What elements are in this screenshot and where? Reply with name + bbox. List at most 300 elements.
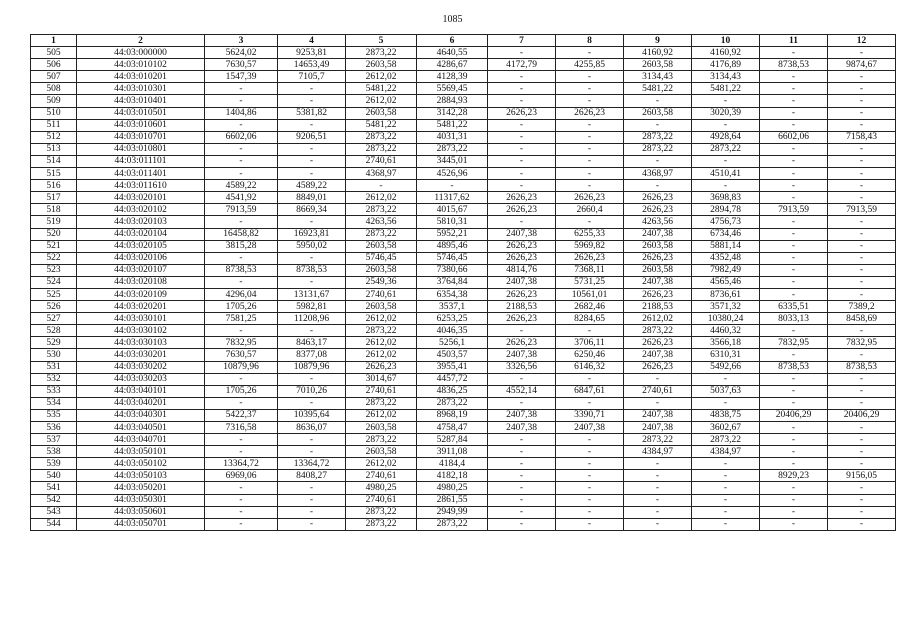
- table-cell: -: [205, 518, 278, 530]
- table-cell: 4565,46: [692, 276, 760, 288]
- table-cell: -: [556, 83, 624, 95]
- table-cell: 7368,11: [556, 264, 624, 276]
- table-cell: 8738,53: [760, 361, 828, 373]
- table-cell: 2873,22: [346, 434, 417, 446]
- table-cell: -: [205, 119, 278, 131]
- table-cell: 44:03:030103: [77, 337, 205, 349]
- table-cell: 44:03:020102: [77, 204, 205, 216]
- column-header: 7: [488, 35, 556, 47]
- table-cell: -: [760, 180, 828, 192]
- table-cell: 4895,46: [417, 240, 488, 252]
- table-row: [31, 518, 896, 530]
- table-cell: 2740,61: [346, 288, 417, 300]
- table-cell: 4172,79: [488, 59, 556, 71]
- table-cell: 5287,84: [417, 434, 488, 446]
- table-cell: -: [488, 155, 556, 167]
- table-cell: 1547,39: [205, 71, 278, 83]
- column-header: 2: [77, 35, 205, 47]
- table-row: [31, 95, 896, 107]
- table-cell: 3566,18: [692, 337, 760, 349]
- table-cell: 538: [31, 446, 77, 458]
- table-cell: 44:03:030201: [77, 349, 205, 361]
- table-cell: -: [556, 518, 624, 530]
- table-cell: 2407,38: [624, 228, 692, 240]
- table-cell: 523: [31, 264, 77, 276]
- table-cell: -: [488, 83, 556, 95]
- table-cell: -: [624, 482, 692, 494]
- table-cell: 4182,18: [417, 470, 488, 482]
- table-cell: -: [488, 494, 556, 506]
- table-cell: 5952,21: [417, 228, 488, 240]
- table-cell: 4384,97: [692, 446, 760, 458]
- table-cell: -: [624, 458, 692, 470]
- table-cell: -: [205, 373, 278, 385]
- table-cell: -: [828, 373, 896, 385]
- table-cell: 4384,97: [624, 446, 692, 458]
- table-cell: 44:03:010801: [77, 143, 205, 155]
- table-cell: 5256,1: [417, 337, 488, 349]
- table-cell: 8738,53: [760, 59, 828, 71]
- table-cell: 2861,55: [417, 494, 488, 506]
- table-cell: 44:03:050201: [77, 482, 205, 494]
- table-cell: -: [624, 373, 692, 385]
- table-cell: 9156,05: [828, 470, 896, 482]
- table-cell: -: [278, 434, 346, 446]
- column-header: 1: [31, 35, 77, 47]
- table-cell: 537: [31, 434, 77, 446]
- table-cell: 3698,83: [692, 192, 760, 204]
- table-cell: 3955,41: [417, 361, 488, 373]
- table-cell: -: [692, 518, 760, 530]
- table-cell: -: [205, 397, 278, 409]
- table-cell: -: [488, 518, 556, 530]
- table-cell: 8968,19: [417, 409, 488, 421]
- table-row: [31, 71, 896, 83]
- table-cell: -: [488, 168, 556, 180]
- table-row: [31, 361, 896, 373]
- table-cell: 44:03:050103: [77, 470, 205, 482]
- table-body: [31, 47, 896, 531]
- table-cell: 2188,53: [624, 301, 692, 313]
- table-cell: -: [760, 107, 828, 119]
- table-cell: 542: [31, 494, 77, 506]
- table-cell: -: [205, 155, 278, 167]
- table-cell: -: [828, 71, 896, 83]
- table-cell: 2603,58: [346, 422, 417, 434]
- table-cell: 6969,06: [205, 470, 278, 482]
- table-cell: 4263,56: [346, 216, 417, 228]
- table-cell: 5746,45: [346, 252, 417, 264]
- table-cell: -: [760, 518, 828, 530]
- table-cell: -: [278, 518, 346, 530]
- table-cell: 3764,84: [417, 276, 488, 288]
- table-cell: 7982,49: [692, 264, 760, 276]
- table-cell: 44:03:050101: [77, 446, 205, 458]
- table-cell: -: [760, 83, 828, 95]
- table-cell: 1705,26: [205, 385, 278, 397]
- table-cell: -: [624, 155, 692, 167]
- table-row: [31, 155, 896, 167]
- table-cell: 2626,23: [624, 204, 692, 216]
- header-row: [31, 35, 896, 47]
- table-cell: -: [828, 252, 896, 264]
- table-cell: 3602,67: [692, 422, 760, 434]
- table-cell: -: [624, 95, 692, 107]
- table-cell: 515: [31, 168, 77, 180]
- table-cell: 2626,23: [556, 107, 624, 119]
- table-cell: 2407,38: [488, 409, 556, 421]
- table-cell: 4589,22: [278, 180, 346, 192]
- table-cell: 524: [31, 276, 77, 288]
- table-cell: 510: [31, 107, 77, 119]
- table-cell: -: [760, 288, 828, 300]
- table-cell: 3134,43: [692, 71, 760, 83]
- table-cell: 533: [31, 385, 77, 397]
- table-cell: 7832,95: [205, 337, 278, 349]
- table-cell: 44:03:011401: [77, 168, 205, 180]
- table-cell: -: [692, 397, 760, 409]
- table-cell: 2603,58: [624, 107, 692, 119]
- table-cell: 44:03:020104: [77, 228, 205, 240]
- table-cell: 8738,53: [278, 264, 346, 276]
- table-cell: 44:03:000000: [77, 47, 205, 59]
- table-cell: -: [828, 119, 896, 131]
- table-cell: -: [760, 119, 828, 131]
- table-cell: 3571,32: [692, 301, 760, 313]
- table-cell: 7010,26: [278, 385, 346, 397]
- table-cell: 6250,46: [556, 349, 624, 361]
- table-cell: -: [760, 216, 828, 228]
- table-cell: 20406,29: [760, 409, 828, 421]
- table-cell: 7105,7: [278, 71, 346, 83]
- table-row: [31, 83, 896, 95]
- table-cell: 4286,67: [417, 59, 488, 71]
- table-cell: 506: [31, 59, 77, 71]
- table-cell: -: [278, 83, 346, 95]
- table-cell: 2626,23: [346, 361, 417, 373]
- table-row: [31, 482, 896, 494]
- table-cell: 2740,61: [624, 385, 692, 397]
- table-cell: -: [828, 264, 896, 276]
- table-row: [31, 252, 896, 264]
- table-cell: 527: [31, 313, 77, 325]
- table-cell: 3911,08: [417, 446, 488, 458]
- table-row: [31, 264, 896, 276]
- table-cell: 10561,01: [556, 288, 624, 300]
- table-cell: -: [760, 71, 828, 83]
- table-cell: 8738,53: [205, 264, 278, 276]
- table-cell: 522: [31, 252, 77, 264]
- table-row: [31, 506, 896, 518]
- table-cell: 2407,38: [624, 276, 692, 288]
- table-cell: -: [828, 83, 896, 95]
- table-row: [31, 373, 896, 385]
- table-cell: 44:03:050301: [77, 494, 205, 506]
- table-row: [31, 192, 896, 204]
- table-cell: 4296,04: [205, 288, 278, 300]
- table-cell: 7832,95: [828, 337, 896, 349]
- table-cell: 44:03:030202: [77, 361, 205, 373]
- table-cell: 6602,06: [205, 131, 278, 143]
- table-cell: -: [828, 518, 896, 530]
- column-header: 4: [278, 35, 346, 47]
- table-cell: 536: [31, 422, 77, 434]
- table-row: [31, 385, 896, 397]
- table-cell: 4756,73: [692, 216, 760, 228]
- table-cell: 4589,22: [205, 180, 278, 192]
- table-cell: -: [828, 95, 896, 107]
- table-cell: 44:03:040501: [77, 422, 205, 434]
- table-cell: 528: [31, 325, 77, 337]
- table-cell: -: [278, 143, 346, 155]
- table-cell: 521: [31, 240, 77, 252]
- table-cell: -: [556, 119, 624, 131]
- table-cell: 5037,63: [692, 385, 760, 397]
- table-row: [31, 434, 896, 446]
- table-cell: 2612,02: [346, 458, 417, 470]
- table-cell: 2612,02: [346, 95, 417, 107]
- table-cell: -: [760, 47, 828, 59]
- table-cell: 2407,38: [488, 228, 556, 240]
- table-cell: 539: [31, 458, 77, 470]
- table-cell: 2873,22: [624, 434, 692, 446]
- table-cell: 2626,23: [624, 192, 692, 204]
- table-cell: 2407,38: [556, 422, 624, 434]
- table-cell: 3134,43: [624, 71, 692, 83]
- table-cell: -: [624, 506, 692, 518]
- table-cell: 5950,02: [278, 240, 346, 252]
- table-cell: 7158,43: [828, 131, 896, 143]
- table-row: [31, 131, 896, 143]
- table-row: [31, 494, 896, 506]
- table-cell: -: [624, 397, 692, 409]
- table-cell: 3390,71: [556, 409, 624, 421]
- table-cell: 2873,22: [346, 325, 417, 337]
- table-row: [31, 180, 896, 192]
- table-row: [31, 337, 896, 349]
- table-cell: 3445,01: [417, 155, 488, 167]
- table-cell: -: [828, 325, 896, 337]
- table-cell: 7913,59: [205, 204, 278, 216]
- table-cell: 44:03:010501: [77, 107, 205, 119]
- table-cell: 3706,11: [556, 337, 624, 349]
- table-cell: -: [488, 325, 556, 337]
- table-cell: 526: [31, 301, 77, 313]
- table-cell: 2407,38: [624, 349, 692, 361]
- table-cell: 44:03:040201: [77, 397, 205, 409]
- table-cell: -: [760, 276, 828, 288]
- table-cell: -: [624, 180, 692, 192]
- table-cell: 525: [31, 288, 77, 300]
- table-cell: 519: [31, 216, 77, 228]
- table-cell: 4128,39: [417, 71, 488, 83]
- table-row: [31, 216, 896, 228]
- table-cell: -: [205, 482, 278, 494]
- table-cell: 4980,25: [346, 482, 417, 494]
- table-cell: 5481,22: [692, 83, 760, 95]
- table-cell: 2407,38: [624, 409, 692, 421]
- table-cell: 2626,23: [488, 313, 556, 325]
- table-cell: -: [692, 155, 760, 167]
- column-header: 6: [417, 35, 488, 47]
- table-cell: -: [828, 494, 896, 506]
- table-cell: -: [828, 216, 896, 228]
- table-cell: -: [205, 168, 278, 180]
- table-cell: -: [488, 119, 556, 131]
- table-row: [31, 349, 896, 361]
- table-cell: 2626,23: [624, 252, 692, 264]
- table-cell: 44:03:020105: [77, 240, 205, 252]
- table-cell: 2873,22: [692, 434, 760, 446]
- table-cell: 44:03:010401: [77, 95, 205, 107]
- table-cell: 4510,41: [692, 168, 760, 180]
- table-cell: -: [488, 95, 556, 107]
- table-cell: 4980,25: [417, 482, 488, 494]
- table-cell: 2884,93: [417, 95, 488, 107]
- table-cell: 4368,97: [624, 168, 692, 180]
- table-cell: 2873,22: [346, 204, 417, 216]
- table-cell: 2626,23: [488, 192, 556, 204]
- table-cell: 516: [31, 180, 77, 192]
- table-cell: -: [278, 494, 346, 506]
- table-cell: 44:03:030102: [77, 325, 205, 337]
- table-cell: -: [760, 494, 828, 506]
- table-cell: -: [760, 506, 828, 518]
- table-cell: 2626,23: [488, 240, 556, 252]
- table-cell: 4015,67: [417, 204, 488, 216]
- table-cell: 8458,69: [828, 313, 896, 325]
- table-row: [31, 409, 896, 421]
- table-cell: 2873,22: [624, 131, 692, 143]
- table-cell: 2407,38: [488, 349, 556, 361]
- table-cell: 5731,25: [556, 276, 624, 288]
- table-cell: 4160,92: [624, 47, 692, 59]
- table-cell: 14653,49: [278, 59, 346, 71]
- table-cell: 2603,58: [624, 240, 692, 252]
- table-cell: 44:03:050701: [77, 518, 205, 530]
- table-cell: 2873,22: [346, 228, 417, 240]
- table-cell: 1705,26: [205, 301, 278, 313]
- table-cell: 2603,58: [624, 59, 692, 71]
- table-cell: -: [556, 216, 624, 228]
- table-cell: 2626,23: [556, 192, 624, 204]
- table-cell: 2626,23: [488, 252, 556, 264]
- table-cell: 529: [31, 337, 77, 349]
- table-cell: -: [488, 216, 556, 228]
- table-cell: 2873,22: [624, 143, 692, 155]
- table-cell: 2873,22: [346, 143, 417, 155]
- table-cell: 2873,22: [417, 397, 488, 409]
- table-cell: -: [278, 397, 346, 409]
- table-cell: -: [556, 373, 624, 385]
- table-cell: -: [205, 252, 278, 264]
- table-cell: 8738,53: [828, 361, 896, 373]
- table-cell: 44:03:040701: [77, 434, 205, 446]
- table-cell: 2740,61: [346, 494, 417, 506]
- table-cell: 8033,13: [760, 313, 828, 325]
- table-row: [31, 301, 896, 313]
- table-row: [31, 313, 896, 325]
- table-cell: 507: [31, 71, 77, 83]
- table-cell: 2603,58: [624, 264, 692, 276]
- table-cell: 5624,02: [205, 47, 278, 59]
- table-cell: -: [760, 143, 828, 155]
- table-cell: 5969,82: [556, 240, 624, 252]
- table-row: [31, 288, 896, 300]
- table-cell: -: [556, 155, 624, 167]
- table-cell: 4184,4: [417, 458, 488, 470]
- table-cell: -: [760, 264, 828, 276]
- table-cell: 7630,57: [205, 59, 278, 71]
- table-cell: -: [205, 83, 278, 95]
- table-cell: -: [278, 216, 346, 228]
- table-cell: 5481,22: [346, 119, 417, 131]
- table-cell: -: [556, 482, 624, 494]
- table-cell: -: [278, 95, 346, 107]
- table-cell: 44:03:020201: [77, 301, 205, 313]
- table-cell: 44:03:010301: [77, 83, 205, 95]
- table-cell: -: [692, 180, 760, 192]
- table-cell: 3020,39: [692, 107, 760, 119]
- table-cell: -: [624, 518, 692, 530]
- table-cell: -: [488, 446, 556, 458]
- table-cell: 2740,61: [346, 385, 417, 397]
- table-cell: 5492,66: [692, 361, 760, 373]
- table-cell: 2612,02: [346, 349, 417, 361]
- table-cell: 4526,96: [417, 168, 488, 180]
- table-cell: -: [556, 506, 624, 518]
- table-cell: 2612,02: [346, 192, 417, 204]
- table-cell: 2626,23: [488, 107, 556, 119]
- table-cell: 8929,23: [760, 470, 828, 482]
- table-cell: 2603,58: [346, 264, 417, 276]
- table-cell: -: [417, 180, 488, 192]
- table-cell: -: [760, 228, 828, 240]
- table-cell: 2603,58: [346, 301, 417, 313]
- table-cell: -: [205, 446, 278, 458]
- table-cell: 4928,64: [692, 131, 760, 143]
- data-table: [30, 34, 896, 531]
- table-cell: 7832,95: [760, 337, 828, 349]
- table-cell: 4255,85: [556, 59, 624, 71]
- table-cell: 3142,28: [417, 107, 488, 119]
- table-cell: 531: [31, 361, 77, 373]
- table-cell: 5481,22: [417, 119, 488, 131]
- table-cell: -: [488, 434, 556, 446]
- table-cell: 11317,62: [417, 192, 488, 204]
- table-cell: 13131,67: [278, 288, 346, 300]
- table-cell: 7581,25: [205, 313, 278, 325]
- table-cell: -: [205, 494, 278, 506]
- table-cell: 44:03:020106: [77, 252, 205, 264]
- table-cell: 10395,64: [278, 409, 346, 421]
- table-cell: -: [760, 458, 828, 470]
- table-cell: -: [556, 71, 624, 83]
- table-row: [31, 458, 896, 470]
- table-cell: 9206,51: [278, 131, 346, 143]
- table-cell: 6734,46: [692, 228, 760, 240]
- table-cell: -: [692, 95, 760, 107]
- table-cell: -: [828, 288, 896, 300]
- table-cell: 7316,58: [205, 422, 278, 434]
- column-header: 8: [556, 35, 624, 47]
- table-cell: -: [488, 47, 556, 59]
- table-cell: 44:03:020101: [77, 192, 205, 204]
- table-cell: 2682,46: [556, 301, 624, 313]
- column-header: 10: [692, 35, 760, 47]
- table-cell: -: [346, 180, 417, 192]
- table-cell: -: [760, 385, 828, 397]
